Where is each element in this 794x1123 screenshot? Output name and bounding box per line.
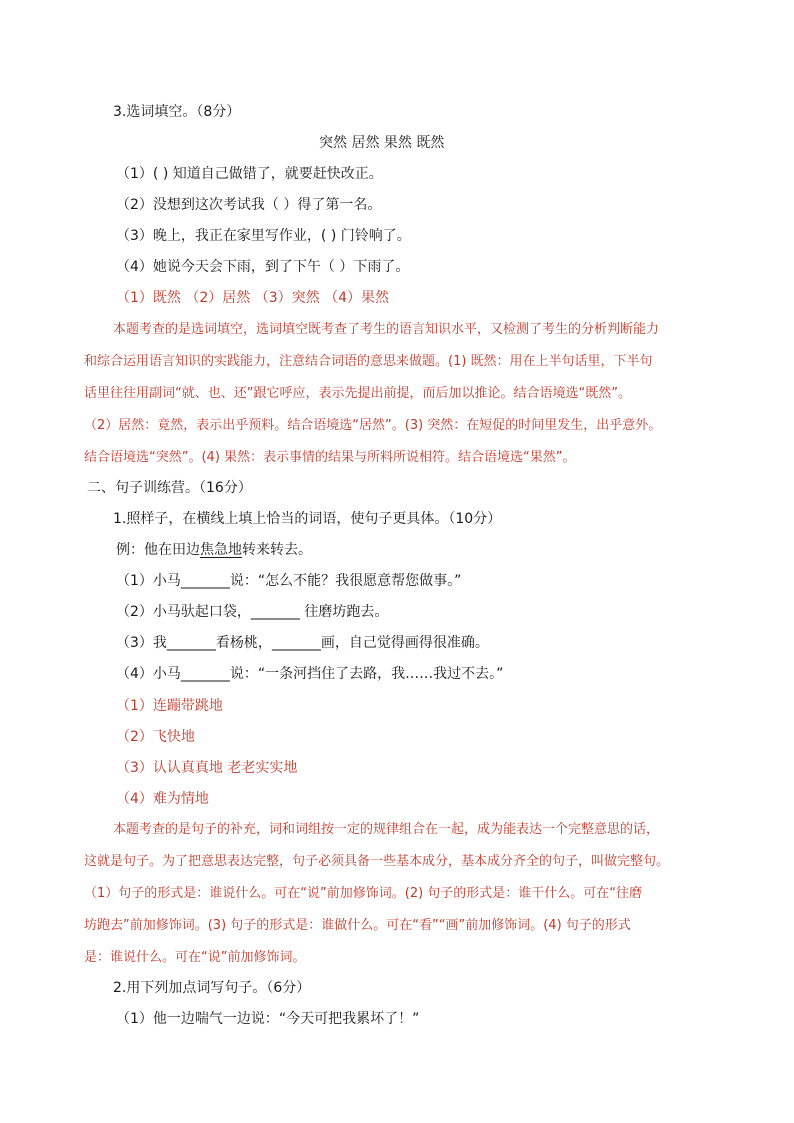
q3-item-4: （4）她说今天会下雨，到了下午（ ）下雨了。 [116,259,410,275]
s2-q1-answer-1: （1）连蹦带跳地 [116,698,223,714]
s2-q1-example [116,540,312,560]
example-underlined-word: 焦急地 [200,542,242,558]
q3-item-3: （3）晚上，我正在家里写作业，( ) 门铃响了。 [116,228,411,244]
s2-q1-item-2: （2）小马驮起口袋，_______ 往磨坊跑去。 [116,604,389,620]
q3-item-1: （1）( ) 知道自己做错了，就要赶快改正。 [116,166,383,182]
s2-q1-explanation-line-2: 这就是句子。为了把意思表达完整，句子必须具备一些基本成分，基本成分齐全的句子，叫做完整句。 [84,854,670,869]
s2-q1-answer-4: （4）难为情地 [116,791,209,807]
s2-q2-title: 2.用下列加点词写句子。（6分） [113,980,311,996]
section2-title: 二、句子训练营。（16分） [87,480,252,496]
s2-q1-explanation-line-4: 坊跑去”前加修饰词。(3) 句子的形式是：谁做什么。可在“看”“画”前加修饰词。(4) 句子的形式 [84,918,631,933]
s2-q1-explanation-line-3: （1）句子的形式是：谁说什么。可在“说”前加修饰词。(2) 句子的形式是：谁干什么。可在“往磨 [84,886,643,901]
word-bank: 突然 居然 果然 既然 [319,135,445,151]
s2-q1-explanation-line-1: 本题考查的是句子的补充，词和词组按一定的规律组合在一起，成为能表达一个完整意思的话， [113,822,660,837]
s2-q1-item-3: （3）我_______看杨桃，_______画，自己觉得画得很准确。 [116,635,489,651]
s2-q1-explanation-line-5: 是：谁说什么。可在“说”前加修饰词。 [84,950,306,965]
q3-item-2: （2）没想到这次考试我（ ）得了第一名。 [116,197,382,213]
example-prefix: 例：他在田边 [116,542,200,558]
q3-explanation-line-5: 结合语境选“突然”。(4) 果然：表示事情的结果与所料所说相符。结合语境选“果然”。 [84,450,576,465]
s2-q1-item-4: （4）小马_______说：“一条河挡住了去路，我……我过不去。” [116,666,504,682]
s2-q1-answer-2: （2）飞快地 [116,729,195,745]
q3-title: 3.选词填空。（8分） [113,104,241,120]
s2-q1-item-1: （1）小马_______说：“怎么不能？我很愿意帮您做事。” [116,573,462,589]
s2-q1-answer-3: （3）认认真真地 老老实实地 [116,760,298,776]
q3-explanation-line-4: （2）居然：竟然，表示出乎预料。结合语境选“居然”。(3) 突然：在短促的时间里发生，出乎意外。 [84,418,662,433]
example-suffix: 转来转去。 [242,542,312,558]
q3-answer: （1）既然 （2）居然 （3）突然 （4）果然 [116,290,389,306]
s2-q1-title: 1.照样子，在横线上填上恰当的词语，使句子更具体。（10分） [113,511,502,527]
s2-q2-item-1: （1）他一边喘气一边说：“今天可把我累坏了！” [116,1011,420,1027]
q3-explanation-line-3: 话里往往用副词“就、也、还”跟它呼应，表示先提出前提，而后加以推论。结合语境选“既然”。 [84,386,631,401]
q3-explanation-line-1: 本题考查的是选词填空，选词填空既考查了考生的语言知识水平，又检测了考生的分析判断能力 [113,322,660,337]
q3-explanation-line-2: 和综合运用语言知识的实践能力，注意结合词语的意思来做题。(1) 既然：用在上半句话里，下半句 [84,354,653,369]
